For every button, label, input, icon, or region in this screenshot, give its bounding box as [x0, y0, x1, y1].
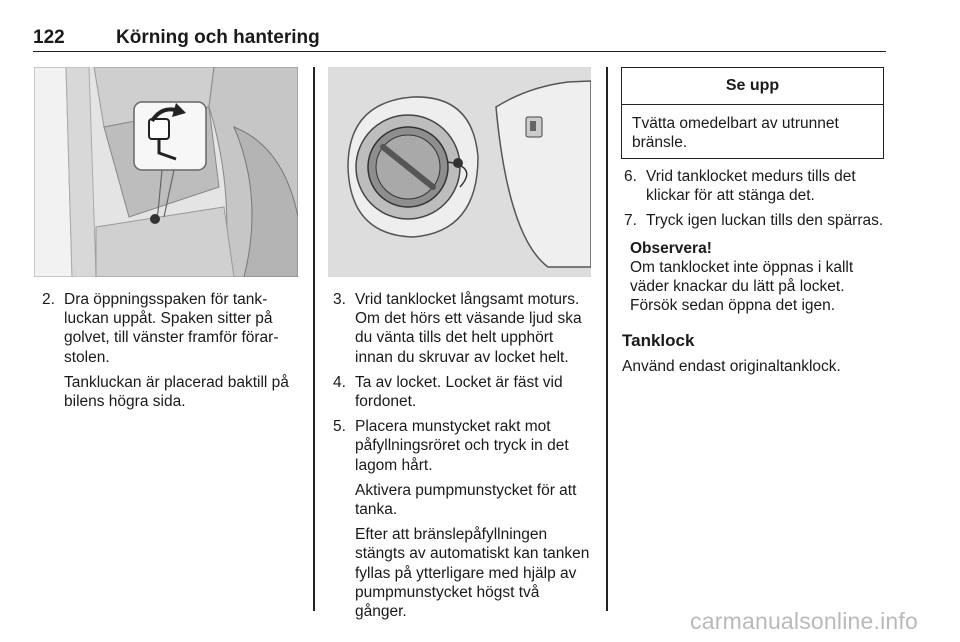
tanklock-section [622, 331, 884, 376]
step-text: Tryck igen luckan tills den spärras. [646, 212, 884, 230]
step-6 [624, 167, 886, 205]
step-2-note: Tankluckan är placerad baktill på bilens högra sida. [64, 373, 289, 411]
note-block [624, 239, 886, 316]
note-title: Observera! [630, 239, 712, 257]
fuel-cap-illustration [328, 67, 591, 277]
step-number: 5. [333, 418, 346, 436]
watermark: carmanualsonline.info [690, 608, 918, 634]
step-7 [624, 211, 886, 230]
page-number: 122 [33, 27, 65, 48]
column-divider-right [606, 67, 608, 611]
left-column [42, 290, 304, 417]
step-number: 6. [624, 168, 637, 185]
section-title: Tanklock [622, 331, 695, 350]
step-text: Placera munstycket rakt mot påfyllningsröret och tryck in det lagom hårt. [355, 418, 569, 474]
step-text: Ta av locket. Locket är fäst vid fordonet. [355, 373, 563, 411]
right-column [624, 167, 886, 315]
column-divider-left [313, 67, 315, 611]
step-2 [42, 290, 304, 411]
step-number: 4. [333, 373, 346, 391]
step-3 [333, 290, 595, 367]
step-text: Vrid tanklocket långsamt moturs. Om det hörs ett väsande ljud ska du vänta tills det helt upphört innan du skruvar av locket helt. [355, 291, 582, 366]
caution-title: Se upp [622, 68, 883, 105]
step-number: 2. [42, 291, 55, 308]
step-4 [333, 373, 595, 411]
step-text: Dra öppningsspaken för tank-luckan uppåt. Spaken sitter på golvet, till vänster framför förar-stolen. [64, 291, 279, 366]
step-5-extra-2: Efter att bränslepåfyllningen stängts av automatiskt kan tanken fyllas på ytterligare med hjälp av pumpmunstycket högst två gånger. [355, 526, 590, 621]
step-5 [333, 417, 595, 621]
caution-box [621, 67, 884, 159]
step-text: Vrid tanklocket medurs tills det klickar för att stänga det. [646, 168, 856, 205]
caution-text: Tvätta omedelbart av utrunnet bränsle. [632, 115, 839, 152]
note-text: Om tanklocket inte öppnas i kallt väder knackar du lätt på locket. Försök sedan öppna det igen. [630, 258, 854, 315]
middle-column [333, 290, 595, 627]
fuel-flap-lever-illustration [34, 67, 298, 277]
step-5-extra-1: Aktivera pumpmunstycket för att tanka. [355, 481, 577, 519]
page-header [33, 25, 886, 52]
section-text: Använd endast originaltanklock. [622, 358, 841, 376]
step-number: 3. [333, 291, 346, 308]
step-number: 7. [624, 212, 637, 230]
chapter-title: Körning och hantering [116, 27, 320, 48]
